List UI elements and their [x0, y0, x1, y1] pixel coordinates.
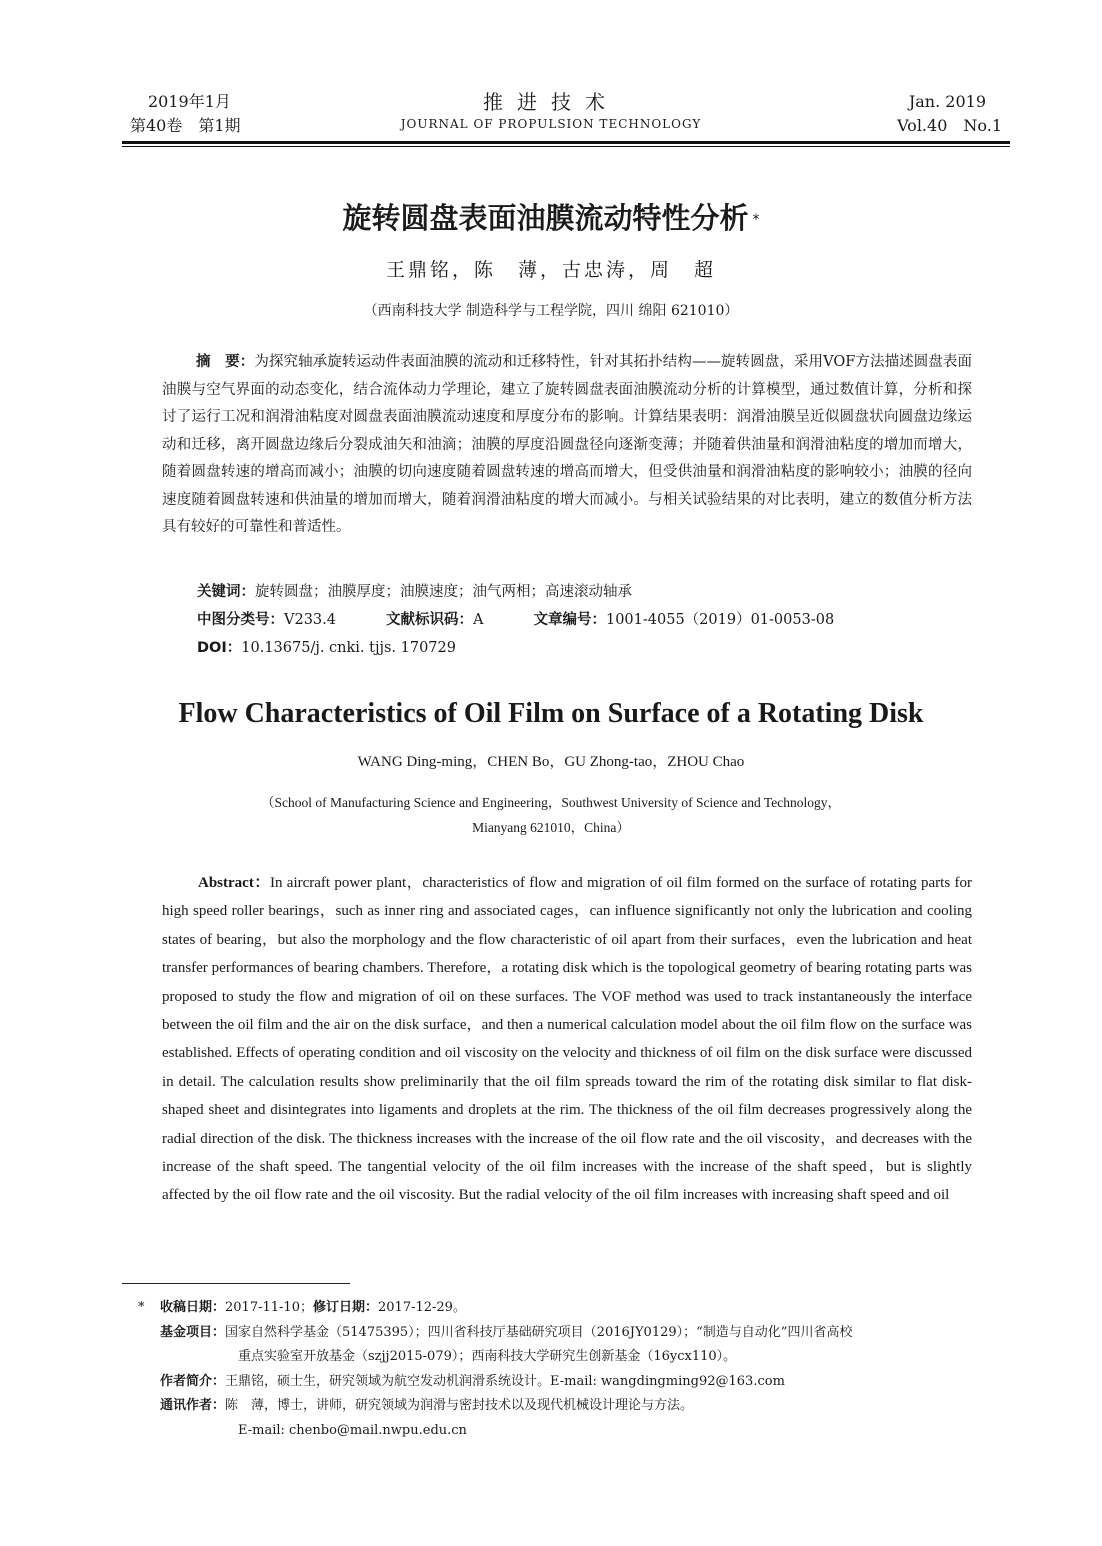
received-date-value: 2017-11-10；: [225, 1300, 313, 1315]
affiliation-en: [0, 790, 1102, 840]
revised-date-value: 2017-12-29。: [378, 1300, 466, 1315]
corresponding-label: 通讯作者：: [160, 1398, 226, 1413]
author-bio-label: 作者简介：: [160, 1373, 226, 1389]
affiliation-en-line1: （School of Manufacturing Science and Engineering，Southwest University of Science and Technology，: [261, 795, 841, 810]
corresponding-text: 陈 薄，博士，讲师，研究领域为润滑与密封技术以及现代机械设计理论与方法。: [225, 1398, 694, 1413]
header-rule-thick: [122, 141, 1010, 144]
header-issue-en: [897, 90, 1002, 138]
doi-value: 10.13675/j. cnki. tjjs. 170729: [241, 640, 456, 656]
corresponding-email: E-mail: chenbo@mail.nwpu.edu.cn: [238, 1422, 467, 1438]
doi-line: [197, 635, 456, 661]
author-bio-text: 王鼎铭，硕士生，研究领域为航空发动机润滑系统设计。E-mail: wangdingming92@163.com: [225, 1373, 785, 1389]
header-volume-cn: 第40卷 第1期: [130, 116, 241, 135]
footnote-corresponding-email: [138, 1419, 998, 1444]
fund-line2: 重点实验室开放基金（szjj2015-079）；西南科技大学研究生创新基金（16ycx110）。: [238, 1349, 737, 1364]
abstract-en: [162, 869, 972, 1210]
authors-cn: 王鼎铭，陈 薄，古忠涛，周 超: [385, 259, 716, 281]
abstract-en-text: In aircraft power plant，characteristics of flow and migration of oil film formed on the surface of rotating parts for high speed roller bearings，such as inner ring and associated cages，can influence significantly not only the lubrication and cooling states of bearing，but also the morphology and the flow characteristic of oil apart from their surfaces，even the lubrication and heat transfer performances of bearing chambers. Therefore，a rotating disk which is the topological geometry of bearing rotating parts was proposed to study the flow and migration of oil on these surfaces. The VOF method was used to track instantaneously the interface between the oil film and the air on the disk surface，and then a numerical calculation model about the oil film flow on the surface was established. Effects of operating condition and oil viscosity on the velocity and thickness of oil film on the disk surface were discussed in detail. The calculation results show preliminarily that the oil film spreads toward the rim of the rotating disk similar to flat disk-shaped sheet and disintegrates into ligaments and droplets at the rim. The thickness of the oil film decreases progressively along the radial direction of the disk. The thickness increases with the increase of the oil flow rate and the oil viscosity，and decreases with the increase of the shaft speed. The tangential velocity of the oil film increases with the increase of the shaft speed，but is slightly affected by the oil flow rate and the oil viscosity. But the radial velocity of the oil film increases with increasing shaft speed and oil: [162, 875, 972, 1204]
paper-title-cn-text: 旋转圆盘表面油膜流动特性分析: [342, 201, 749, 235]
footnote-rule: [122, 1283, 350, 1284]
doi-label: DOI：: [197, 640, 242, 656]
clc-value: V233.4: [284, 612, 336, 628]
footnote-fund-cont: [138, 1345, 998, 1370]
footnotes: [138, 1296, 998, 1443]
affiliation-cn: （西南科技大学 制造科学与工程学院，四川 绵阳 621010）: [363, 303, 739, 319]
footnote-author: [138, 1370, 998, 1395]
revised-date-label: 修订日期：: [312, 1300, 378, 1315]
header-date-cn: 2019年1月: [148, 92, 231, 111]
paper-title-en: Flow Characteristics of Oil Film on Surface of a Rotating Disk: [178, 698, 924, 729]
keywords-text: 旋转圆盘；油膜厚度；油膜速度；油气两相；高速滚动轴承: [255, 584, 632, 600]
header-volume-en: Vol.40 No.1: [897, 116, 1002, 135]
received-date-label: 收稿日期：: [160, 1300, 226, 1315]
affiliation-en-line2: Mianyang 621010，China）: [472, 820, 630, 835]
authors-en: WANG Ding-ming，CHEN Bo，GU Zhong-tao，ZHOU Chao: [357, 754, 745, 770]
doc-code-value: A: [472, 612, 484, 628]
abstract-cn: [162, 349, 972, 542]
header-rule-thin: [122, 146, 1010, 147]
article-number-value: 1001-4055（2019）01-0053-08: [605, 612, 835, 628]
paper-title-cn: [0, 198, 1102, 238]
doc-code-label: 文献标识码：: [385, 612, 473, 628]
fund-line1: 国家自然科学基金（51475395）；四川省科技厅基础研究项目（2016JY0129）；“制造与自动化”四川省高校: [225, 1324, 853, 1340]
article-number-label: 文章编号：: [533, 612, 606, 628]
header-date-en: Jan. 2019: [908, 92, 986, 111]
abstract-en-label: Abstract：: [198, 875, 270, 891]
footnote-dates: [138, 1296, 998, 1321]
clc-label: 中图分类号：: [197, 612, 284, 628]
abstract-cn-label: 摘 要：: [196, 354, 255, 370]
keywords-label: 关键词：: [197, 584, 255, 600]
footnote-marker: *: [138, 1300, 145, 1315]
journal-name-cn: 推进技术: [483, 90, 619, 114]
abstract-cn-text: 为探究轴承旋转运动件表面油膜的流动和迁移特性，针对其拓扑结构——旋转圆盘，采用VOF方法描述圆盘表面油膜与空气界面的动态变化，结合流体动力学理论，建立了旋转圆盘表面油膜流动分析的计算模型，通过数值计算，分析和探讨了运行工况和润滑油粘度对圆盘表面油膜流动速度和厚度分布的影响。计算结果表明：润滑油膜呈近似圆盘状向圆盘边缘运动和迁移，离开圆盘边缘后分裂成油矢和油滴；油膜的厚度沿圆盘径向逐渐变薄；并随着供油量和润滑油粘度的增加而增大，随着圆盘转速的增高而减小；油膜的切向速度随着圆盘转速的增高而增大，但受供油量和润滑油粘度的影响较小；油膜的径向速度随着圆盘转速和供油量的增加而增大，随着润滑油粘度的增大而减小。与相关试验结果的对比表明，建立的数值分析方法具有较好的可靠性和普适性。: [162, 354, 973, 535]
classification-line: [197, 607, 834, 633]
footnote-corresponding: [138, 1394, 998, 1419]
keywords-cn: [197, 579, 632, 605]
journal-name-en: JOURNAL OF PROPULSION TECHNOLOGY: [400, 117, 702, 131]
title-footnote-marker: *: [752, 212, 760, 228]
fund-label: 基金项目：: [160, 1324, 226, 1340]
footnote-fund: [138, 1321, 998, 1346]
